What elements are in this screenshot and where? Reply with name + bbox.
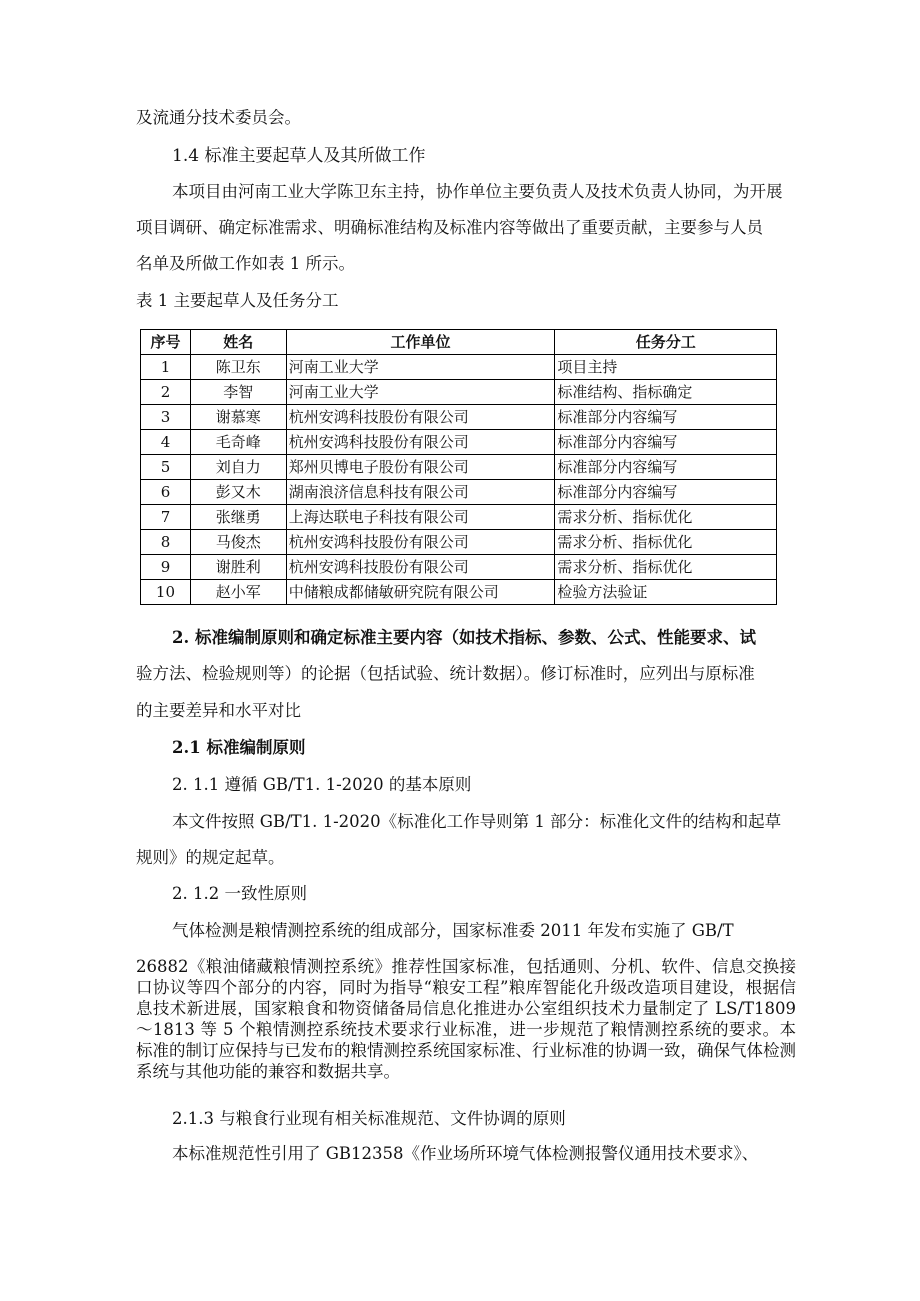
paragraph-line: 本文件按照 GB/T1. 1-2020《标准化工作导则第 1 部分：标准化文件的结构和起草	[172, 812, 782, 831]
table-row	[141, 580, 777, 605]
cell-name: 马俊杰	[190, 530, 286, 555]
cell-unit: 湖南浪济信息科技有限公司	[286, 480, 555, 505]
cell-task: 标准部分内容编写	[555, 480, 777, 505]
cell-name: 陈卫东	[190, 355, 286, 380]
cell-seq: 5	[141, 455, 191, 480]
paragraph-line: 气体检测是粮情测控系统的组成部分，国家标准委 2011 年发布实施了 GB/T	[172, 921, 734, 940]
cell-unit: 中储粮成都储敏研究院有限公司	[286, 580, 555, 605]
cell-name: 毛奇峰	[190, 430, 286, 455]
section-heading-2-1: 2.1 标准编制原则	[172, 738, 306, 757]
table-caption: 表 1 主要起草人及任务分工	[136, 291, 339, 310]
section-heading-2-cont: 验方法、检验规则等）的论据（包括试验、统计数据）。修订标准时，应列出与原标准	[136, 664, 755, 683]
cell-task: 标准结构、指标确定	[555, 380, 777, 405]
cell-seq: 3	[141, 405, 191, 430]
section-heading-2-cont: 的主要差异和水平对比	[136, 701, 301, 720]
table-row	[141, 530, 777, 555]
cell-seq: 2	[141, 380, 191, 405]
cell-task: 需求分析、指标优化	[555, 555, 777, 580]
cell-task: 需求分析、指标优化	[555, 530, 777, 555]
cell-task: 标准部分内容编写	[555, 430, 777, 455]
table-row	[141, 355, 777, 380]
table-row	[141, 430, 777, 455]
section-heading-2-1-1: 2. 1.1 遵循 GB/T1. 1-2020 的基本原则	[172, 775, 472, 794]
table-row	[141, 455, 777, 480]
cell-unit: 上海达联电子科技有限公司	[286, 505, 555, 530]
cell-name: 彭又木	[190, 480, 286, 505]
drafters-table	[140, 329, 777, 605]
cell-task: 标准部分内容编写	[555, 455, 777, 480]
cell-name: 刘自力	[190, 455, 286, 480]
cell-name: 赵小军	[190, 580, 286, 605]
table-row	[141, 505, 777, 530]
table-row	[141, 380, 777, 405]
table-row	[141, 405, 777, 430]
cell-seq: 6	[141, 480, 191, 505]
cell-name: 张继勇	[190, 505, 286, 530]
header-unit: 工作单位	[286, 330, 555, 355]
cell-seq: 9	[141, 555, 191, 580]
cell-seq: 8	[141, 530, 191, 555]
cell-name: 李智	[190, 380, 286, 405]
header-seq: 序号	[141, 330, 191, 355]
text-line-committee: 及流通分技术委员会。	[136, 108, 301, 127]
paragraph-line: 名单及所做工作如表 1 所示。	[136, 254, 355, 273]
cell-unit: 杭州安鸿科技股份有限公司	[286, 430, 555, 455]
section-heading-2-1-2: 2. 1.2 一致性原则	[172, 884, 307, 903]
table-header-row	[141, 330, 777, 355]
cell-name: 谢慕寒	[190, 405, 286, 430]
table-row	[141, 480, 777, 505]
section-heading-2: 2. 标准编制原则和确定标准主要内容（如技术指标、参数、公式、性能要求、试	[172, 628, 756, 647]
cell-unit: 杭州安鸿科技股份有限公司	[286, 555, 555, 580]
cell-seq: 4	[141, 430, 191, 455]
dense-paragraph: 26882《粮油储藏粮情测控系统》推荐性国家标准，包括通则、分机、软件、信息交换接口协议等四个部分的内容，同时为指导“粮安工程”粮库智能化升级改造项目建设，根据信息技术新进展，国家粮食和物资储备局信息化推进办公室组织技术力量制定了 LS/T1809～1813 等 5 个粮情测控系统技术要求行业标准，进一步规范了粮情测控系统的要求。本标准的制订应保持与已发布的粮情测控系统国家标准、行业标准的协调一致，确保气体检测系统与其他功能的兼容和数据共享。	[136, 957, 796, 1081]
paragraph-line: 本标准规范性引用了 GB12358《作业场所环境气体检测报警仪通用技术要求》、	[172, 1144, 759, 1163]
section-heading-1-4: 1.4 标准主要起草人及其所做工作	[172, 146, 426, 166]
table-row	[141, 555, 777, 580]
header-name: 姓名	[190, 330, 286, 355]
cell-seq: 7	[141, 505, 191, 530]
paragraph-line: 规则》的规定起草。	[136, 848, 285, 867]
paragraph-line: 本项目由河南工业大学陈卫东主持，协作单位主要负责人及技术负责人协同，为开展	[172, 182, 783, 201]
section-heading-2-1-3: 2.1.3 与粮食行业现有相关标准规范、文件协调的原则	[172, 1109, 566, 1128]
cell-seq: 10	[141, 580, 191, 605]
cell-task: 检验方法验证	[555, 580, 777, 605]
cell-unit: 杭州安鸿科技股份有限公司	[286, 530, 555, 555]
paragraph-line: 项目调研、确定标准需求、明确标准结构及标准内容等做出了重要贡献，主要参与人员	[136, 218, 763, 237]
cell-unit: 河南工业大学	[286, 355, 555, 380]
cell-name: 谢胜利	[190, 555, 286, 580]
cell-unit: 河南工业大学	[286, 380, 555, 405]
cell-task: 项目主持	[555, 355, 777, 380]
header-task: 任务分工	[555, 330, 777, 355]
cell-unit: 郑州贝博电子股份有限公司	[286, 455, 555, 480]
cell-unit: 杭州安鸿科技股份有限公司	[286, 405, 555, 430]
cell-task: 标准部分内容编写	[555, 405, 777, 430]
cell-task: 需求分析、指标优化	[555, 505, 777, 530]
cell-seq: 1	[141, 355, 191, 380]
